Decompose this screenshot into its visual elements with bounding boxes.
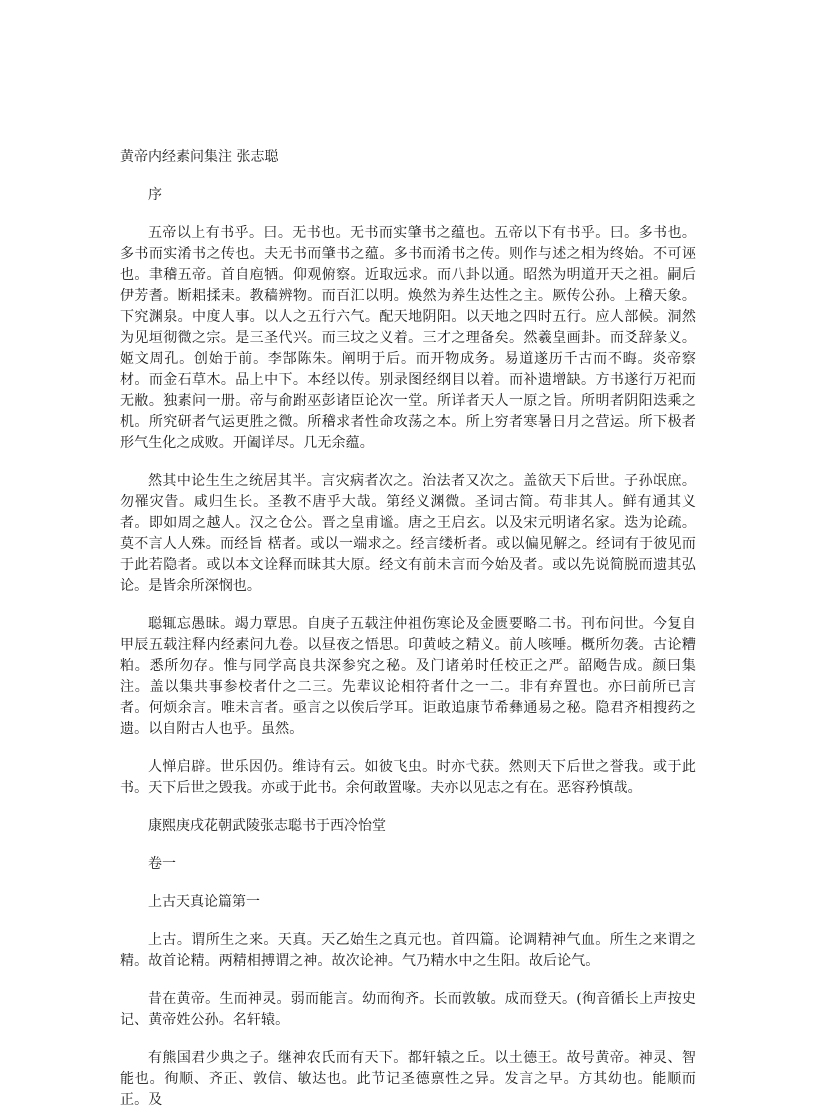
preface-paragraph: 聪辄忘愚昧。竭力覃思。自庚子五载注仲祖伤寒论及金匮要略二书。刊布问世。今复自甲辰五载注释内经素问九卷。以昼夜之悟思。印黄岐之精义。前人咳唾。概所勿袭。古论糟粕。悉所勿存。惟与同学高良共深参究之秘。及门诸弟时任校正之严。韶飏告成。颜曰集注。盖以集共事参校者什之二三。先辈议论相符者什之一二。非有弃置也。亦曰前所已言者。何烦余言。唯未言者。亟言之以俟后学耳。讵敢追康节希彝通易之秘。隐君齐相搜药之遗。以自附古人也乎。虽然。 [120,616,696,737]
chapter-heading: 上古天真论篇第一 [148,894,260,910]
body-paragraph: 昔在黄帝。生而神灵。弱而能言。幼而徇齐。长而敦敏。成而登天。(徇音循长上声按史记、黄帝姓公孙。名轩辕。 [120,991,696,1028]
preface-paragraph: 五帝以上有书乎。曰。无书也。无书而实肇书之蕴也。五帝以下有书乎。曰。多书也。多书而实淆书之传也。夫无书而肇书之蕴。多书而淆书之传。则作与述之相为终始。不可诬也。聿稽五帝。首自庖牺。仰观俯察。近取远求。而八卦以通。昭然为明道开天之祖。嗣后伊芳耆。断耜揉耒。教穑辨物。而百汇以明。焕然为养生达性之主。厥传公孙。上稽天象。下究渊泉。中度人事。以人之五行六气。配天地阴阳。以天地之四时五行。应人部候。洞然为见垣彻微之宗。是三圣代兴。而三坟之义着。三才之理备矣。然羲皇画卦。而爻辞彖义。姬文周孔。创始于前。李郜陈朱。阐明于后。而开物成务。易道遂历千古而不晦。炎帝察材。而金石草木。品上中下。本经以传。别录图经纲目以着。而补遗增缺。方书遂行万祀而无敝。独素问一册。帝与俞跗巫彭诸臣论次一堂。所详者天人一原之旨。所明者阴阳迭乘之机。所究研者气运更胜之微。所稽求者性命攻荡之本。所上穷者寒暑日月之营运。所下极者形气生化之成败。开阖详尽。几无余蕴。 [120,225,696,451]
volume-heading: 卷一 [148,856,176,872]
preface-signature: 康熙庚戌花朝武陵张志聪书于西冷怡堂 [148,818,386,834]
body-paragraph: 上古。谓所生之来。天真。天乙始生之真元也。首四篇。论调精神气血。所生之来谓之精。故首论精。两精相搏谓之神。故次论神。气乃精水中之生阳。故后论气。 [120,932,696,969]
preface-paragraph: 然其中论生生之统居其半。言灾病者次之。治法者又次之。盖欲天下后世。子孙氓庶。勿罹灾眚。咸归生长。圣教不唐乎大哉。第经义渊微。圣词古简。苟非其人。鲜有通其义者。即如周之越人。汉之仓公。晋之皇甫谧。唐之王启玄。以及宋元明诸名家。迭为论疏。莫不言人人殊。而经旨 楛者。或以一端求之。经言缕析者。或以偏见解之。经词有于彼见而于此若隐者。或以本文诠释而昧其大原。经文有前未言而今始及者。或以先说简脱而遗其弘论。是皆余所深悯也。 [120,473,696,594]
preface-heading: 序 [148,187,162,203]
document-title: 黄帝内经素问集注 张志聪 [120,149,279,165]
document-page [120,147,696,1108]
preface-paragraph: 人惮启辟。世乐因仍。维诗有云。如彼飞虫。时亦弋获。然则天下后世之誉我。或于此书。天下后世之毁我。亦或于此书。余何敢置喙。夫亦以见志之有在。恶容矜慎哉。 [120,759,696,796]
body-paragraph: 有熊国君少典之子。继神农氏而有天下。都轩辕之丘。以土德王。故号黄帝。神灵、智能也。徇顺、齐正、敦信、敏达也。此节记圣德禀性之异。发言之早。方其幼也。能顺而正。及 [120,1050,696,1108]
